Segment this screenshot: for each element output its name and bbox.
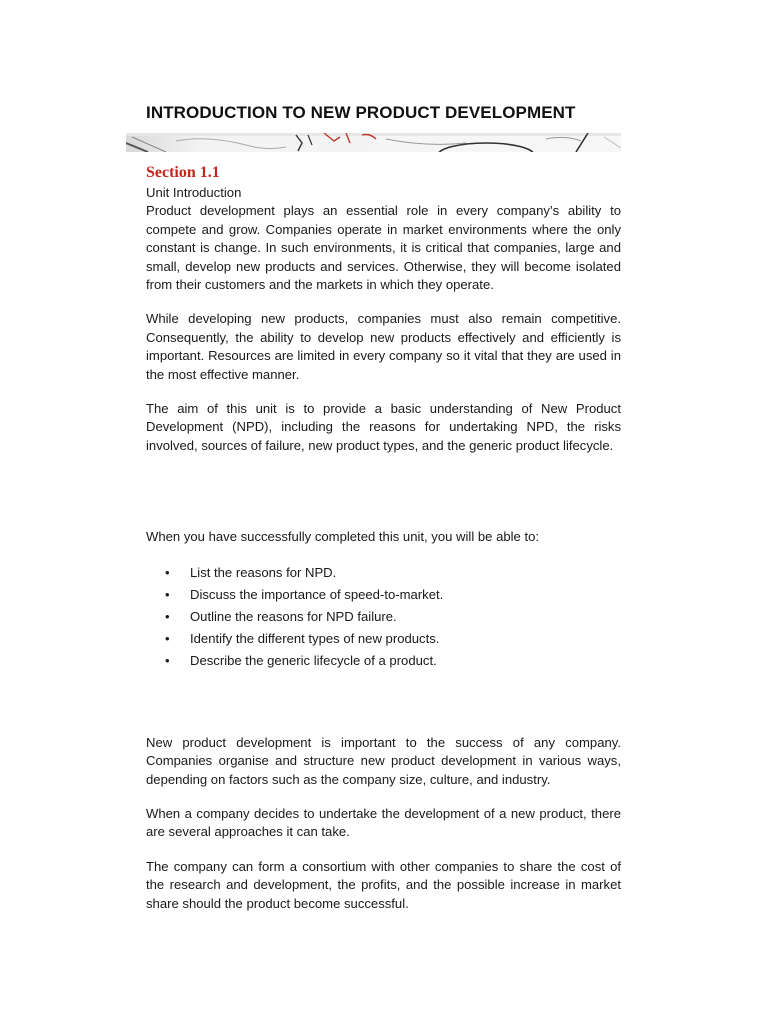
body-paragraph: When a company decides to undertake the development of a new product, there are several approaches it can take. — [146, 805, 621, 840]
document-body — [146, 162, 621, 929]
body-paragraph: New product development is important to the success of any company. Companies organise and structure new product development in various ways, depending on factors such as the company size, culture, and industry. — [146, 734, 621, 787]
list-item — [146, 564, 621, 586]
intro-paragraph: The aim of this unit is to provide a basic understanding of New Product Development (NPD), including the reasons for undertaking NPD, the risks involved, sources of failure, new product types, and the generic product lifecycle. — [146, 401, 621, 453]
list-item — [146, 630, 621, 652]
objectives-list — [146, 564, 621, 674]
document-title: INTRODUCTION TO NEW PRODUCT DEVELOPMENT — [146, 103, 576, 122]
list-item-text: Outline the reasons for NPD failure. — [190, 608, 397, 624]
list-item — [146, 586, 621, 608]
body-paragraph: The company can form a consortium with other companies to share the cost of the research and development, the profits, and the possible increase in market share should the product become successful. — [146, 858, 621, 911]
bullet-icon: • — [165, 586, 170, 602]
section-heading: Section 1.1 — [146, 164, 220, 181]
section-subheading: Unit Introduction — [146, 185, 242, 200]
bullet-icon: • — [165, 608, 170, 624]
intro-paragraph: While developing new products, companies must also remain competitive. Consequently, the ability to develop new products effectively and efficiently is important. Resources are limited in every company so it vital that they are used in the most effective manner. — [146, 311, 621, 382]
list-item — [146, 608, 621, 630]
bullet-icon: • — [165, 652, 170, 668]
list-item-text: Describe the generic lifecycle of a product. — [190, 652, 437, 668]
spacer — [146, 674, 621, 734]
banner-image — [126, 133, 621, 152]
list-item-text: Discuss the importance of speed-to-market. — [190, 586, 444, 602]
list-item-text: Identify the different types of new products. — [190, 630, 440, 646]
spacer — [146, 471, 621, 528]
bullet-icon: • — [165, 564, 170, 580]
banner-sketch-graphic — [126, 133, 621, 152]
bullet-icon: • — [165, 630, 170, 646]
list-item-text: List the reasons for NPD. — [190, 564, 337, 580]
list-item — [146, 652, 621, 674]
objectives-lead: When you have successfully completed this unit, you will be able to: — [146, 529, 540, 545]
intro-paragraph: Product development plays an essential role in every company’s ability to compete and grow. Companies operate in market environments where the only constant is change. In such environments, it is critical that companies, large and small, develop new products and services. Otherwise, they will become isolated from their customers and the markets in which they operate. — [146, 203, 621, 293]
